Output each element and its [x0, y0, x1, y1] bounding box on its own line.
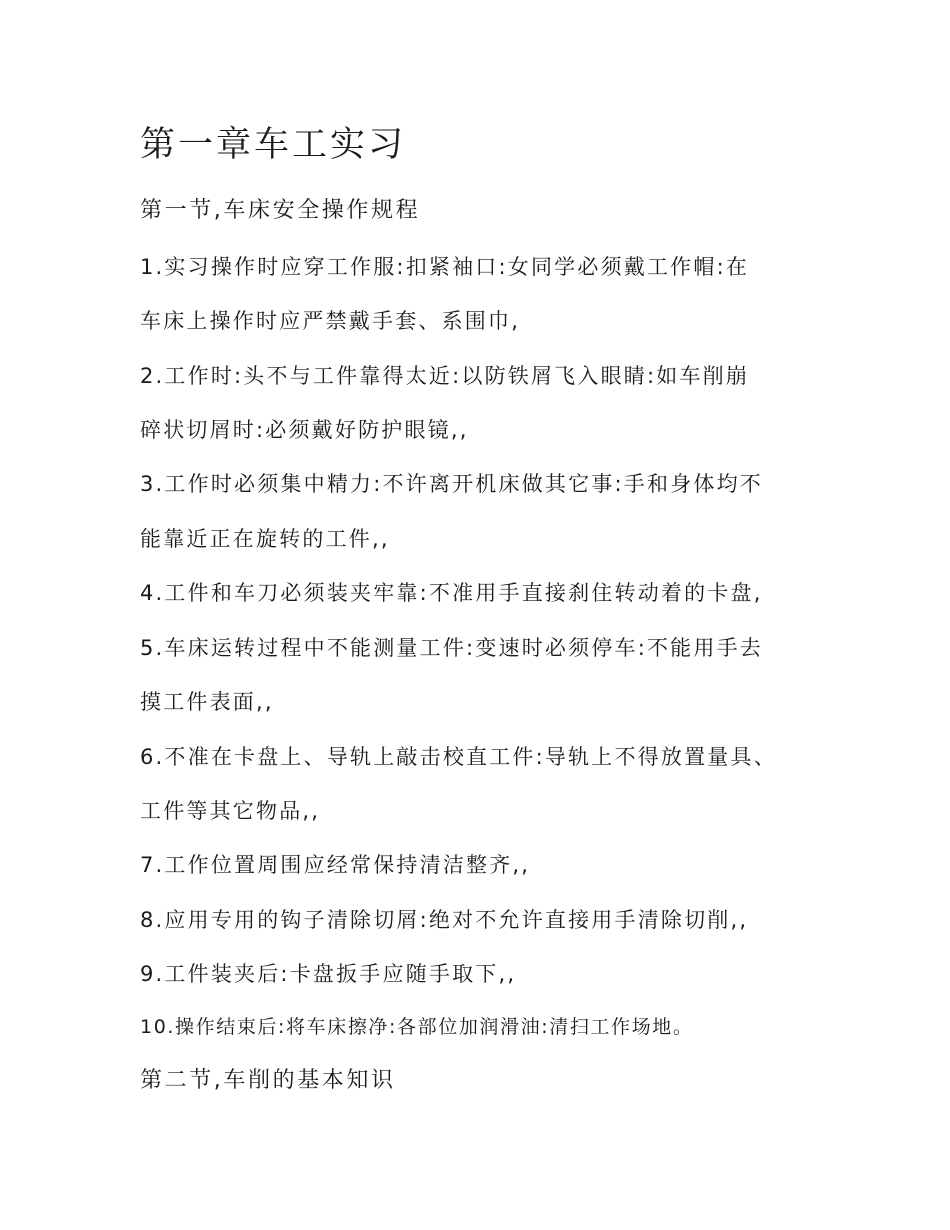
section-title: 第一节,车床安全操作规程: [140, 198, 421, 223]
paragraph-line: 1.实习操作时应穿工作服:扣紧袖口:女同学必须戴工作帽:在: [140, 255, 750, 279]
paragraph-line: 工件等其它物品,,: [140, 799, 321, 823]
paragraph-line: 10.操作结束后:将车床擦净:各部位加润滑油:清扫工作场地。: [140, 1016, 694, 1038]
paragraph-line: 摸工件表面,,: [140, 690, 274, 714]
paragraph-line: 7.工作位置周围应经常保持清洁整齐,,: [140, 853, 531, 877]
paragraph-line: 9.工件装夹后:卡盘扳手应随手取下,,: [140, 962, 517, 986]
chapter-title: 第一章车工实习: [140, 125, 407, 165]
paragraph-line: 车床上操作时应严禁戴手套、系围巾,: [140, 309, 521, 333]
paragraph-line: 6.不准在卡盘上、导轨上敲击校直工件:导轨上不得放置量具、: [140, 745, 777, 769]
paragraph-line: 2.工作时:头不与工件靠得太近:以防铁屑飞入眼睛:如车削崩: [140, 364, 750, 388]
paragraph-line: 能靠近正在旋转的工件,,: [140, 527, 390, 551]
paragraph-line: 4.工件和车刀必须装夹牢靠:不准用手直接刹住转动着的卡盘,: [140, 581, 763, 605]
section-title: 第二节,车削的基本知识: [140, 1068, 396, 1093]
paragraph-line: 8.应用专用的钩子清除切屑:绝对不允许直接用手清除切削,,: [140, 908, 749, 932]
paragraph-line: 3.工作时必须集中精力:不许离开机床做其它事:手和身体均不: [140, 472, 763, 496]
paragraph-line: 5.车床运转过程中不能测量工件:变速时必须停车:不能用手去: [140, 636, 763, 660]
paragraph-line: 碎状切屑时:必须戴好防护眼镜,,: [140, 418, 469, 442]
